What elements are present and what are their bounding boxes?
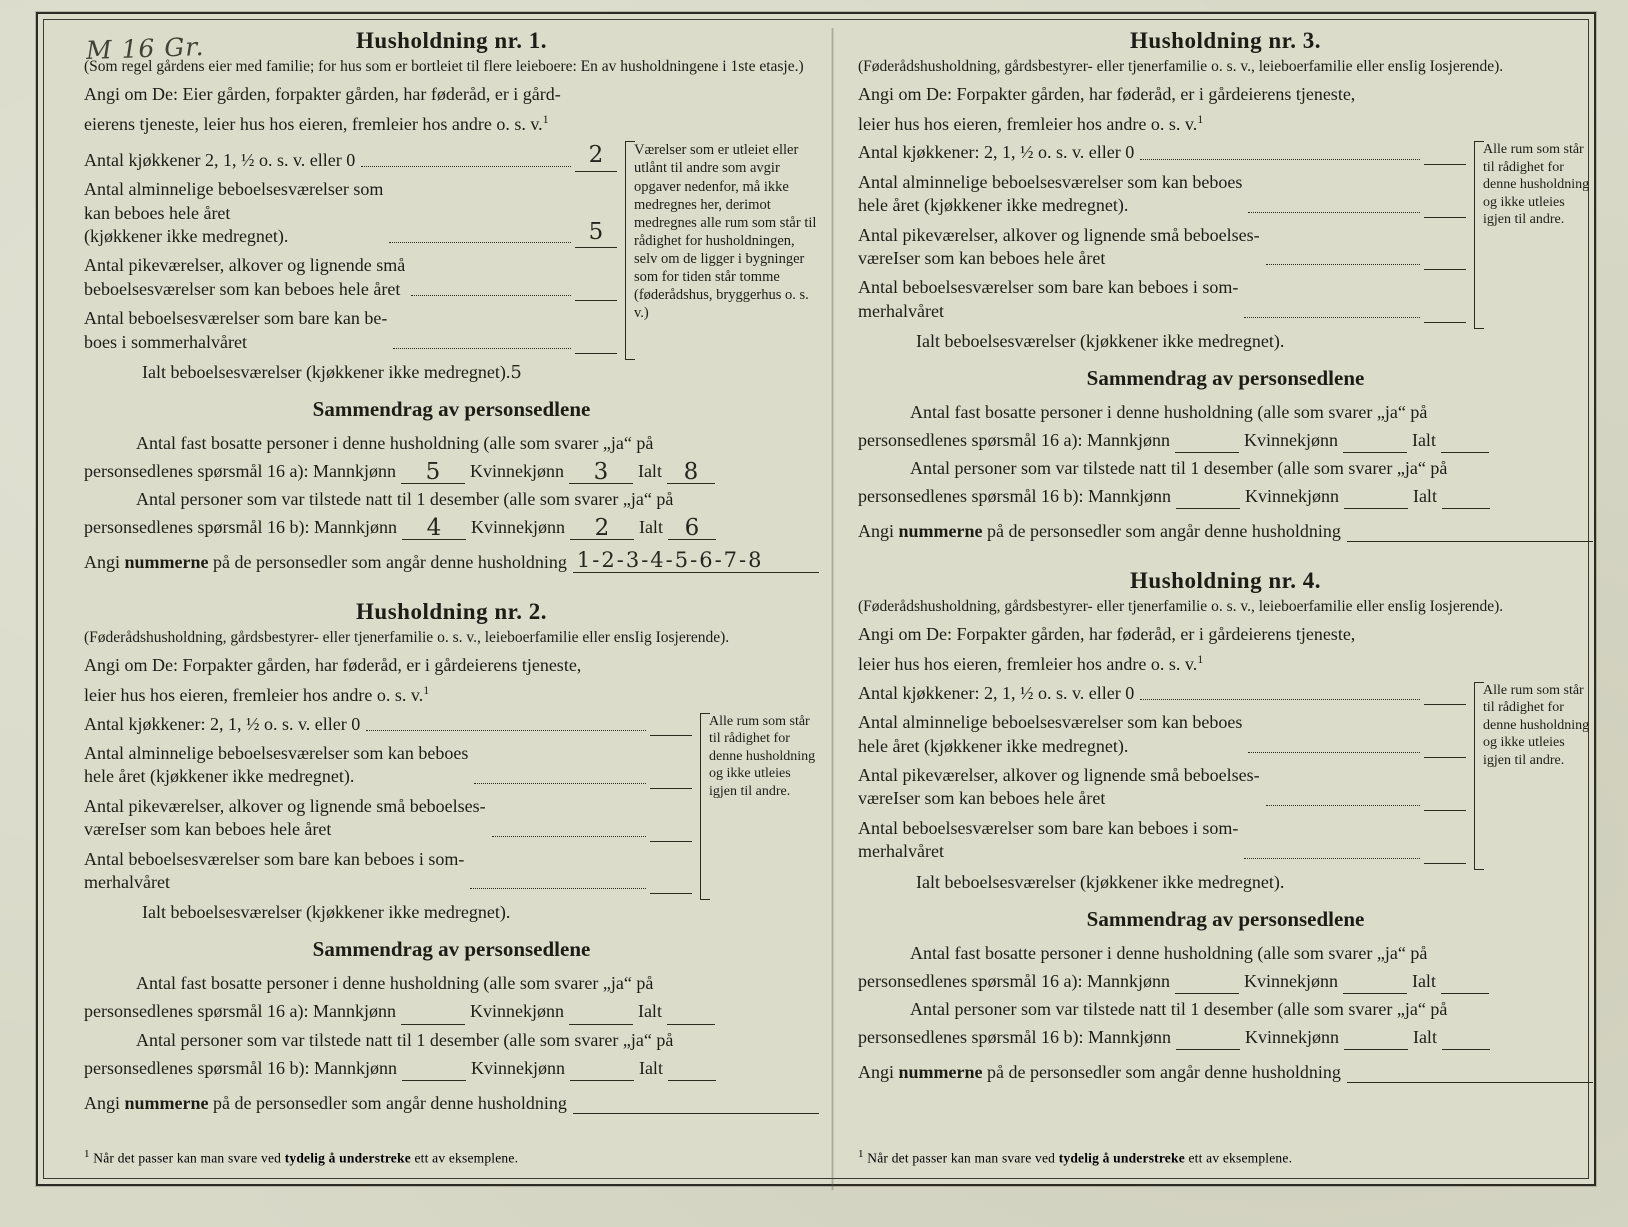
household-2-present-label: Antal personer som var tilstede natt til 1 desember (alle som svarer „ja“ på: [136, 1029, 674, 1050]
ordinary-rooms-value[interactable]: [1424, 757, 1466, 758]
ordinary-rooms-label: Antal alminnelige beboelsesværelser som kan beboes hele året (kjøkkener ikke medregnet).: [858, 712, 1243, 756]
household-3-summer-rooms-row[interactable]: [858, 276, 1466, 323]
maid-rooms-value[interactable]: [575, 300, 617, 301]
summer-rooms-value[interactable]: [650, 893, 692, 894]
household-4-summer-rooms-row[interactable]: [858, 817, 1466, 864]
household-2-question-line-1: Angi om De: Forpakter gården, har føderåd, er i gårdeierens tjeneste,: [84, 655, 582, 676]
household-1-question-line-2: eierens tjeneste, leier hus hos eieren, fremleier hos andre o. s. v.$^1$: [84, 111, 549, 134]
dot-leader: [411, 294, 571, 296]
household-3-person-numbers-row[interactable]: Angi nummerne på de personsedler som angår denne husholdning: [858, 517, 1593, 542]
kitchens-label: Antal kjøkkener 2, 1, ½ o. s. v. eller 0: [84, 149, 356, 170]
maid-rooms-value[interactable]: [1424, 810, 1466, 811]
household-2-maid-rooms-row[interactable]: [84, 795, 692, 842]
household-2-question-line-2: leier hus hos eieren, fremleier hos andre o. s. v.$^1$: [84, 682, 430, 705]
present-female-value[interactable]: [1344, 1028, 1408, 1050]
dot-leader: [1244, 857, 1420, 859]
household-2-total-rooms-row[interactable]: [84, 902, 819, 923]
household-2-subtitle: (Føderådshusholdning, gårdsbestyrer- eller tjenerfamilie o. s. v., leieboerfamilie eller ensIig Iosjerende).: [84, 629, 730, 647]
dot-leader: [389, 241, 571, 243]
household-1-title: Husholdning nr. 1.: [356, 28, 547, 53]
present-total-value[interactable]: [1442, 1028, 1490, 1050]
total-rooms-label: Ialt beboelsesværelser (kjøkkener ikke medregnet).: [916, 331, 1285, 352]
household-1-rooms-block: [84, 141, 819, 360]
household-4-subtitle: (Føderådshusholdning, gårdsbestyrer- eller tjenerfamilie o. s. v., leieboerfamilie eller ensIig Iosjerende).: [858, 598, 1504, 616]
household-3-resident-label: Antal fast bosatte personer i denne husholdning (alle som svarer „ja“ på: [910, 402, 1428, 423]
person-numbers-value[interactable]: [1347, 1058, 1593, 1083]
kitchens-value[interactable]: [650, 735, 692, 736]
maid-rooms-label: Antal pikeværelser, alkover og lignende små beboelses- væreIser som kan beboes hele året: [858, 224, 1260, 268]
household-3-summary-title: Sammendrag av personsedlene: [1086, 366, 1365, 391]
resident-male-value[interactable]: [1175, 972, 1239, 994]
household-1-kitchens-row[interactable]: [84, 141, 617, 172]
household-1-resident-label: Antal fast bosatte personer i denne husholdning (alle som svarer „ja“ på: [136, 432, 654, 453]
household-2-resident-label: Antal fast bosatte personer i denne husholdning (alle som svarer „ja“ på: [136, 973, 654, 994]
resident-total-value[interactable]: [1441, 431, 1489, 453]
column-right: [858, 28, 1593, 1083]
household-4-present-row[interactable]: personsedlenes spørsmål 16 b): Mannkjønn Kvinnekjønn Ialt: [858, 1024, 1593, 1050]
present-male-value[interactable]: 4: [402, 518, 466, 540]
household-3-kitchens-row[interactable]: [858, 141, 1466, 164]
dot-leader: [1266, 263, 1420, 265]
maid-rooms-label: Antal pikeværelser, alkover og lignende små beboelses- væreIser som kan beboes hele året: [84, 795, 486, 840]
resident-male-value[interactable]: 5: [401, 462, 465, 484]
household-3-total-rooms-row[interactable]: [858, 331, 1593, 352]
household-2-brace-note: Alle rum som står til rådighet for denne husholdning og ikke utleies igjen til andre.: [700, 713, 819, 901]
household-4-resident-row[interactable]: personsedlenes spørsmål 16 a): Mannkjønn Kvinnekjønn Ialt: [858, 968, 1593, 994]
household-1-ordinary-rooms-row[interactable]: [84, 178, 617, 248]
household-4-question-line-2: leier hus hos eieren, fremleier hos andre o. s. v.$^1$: [858, 652, 1204, 675]
resident-total-value[interactable]: [667, 1003, 715, 1025]
present-male-value[interactable]: [402, 1059, 466, 1081]
household-1-summer-rooms-row[interactable]: [84, 307, 617, 354]
resident-female-value[interactable]: 3: [569, 462, 633, 484]
summer-rooms-value[interactable]: [575, 353, 617, 354]
household-4-summary-title: Sammendrag av personsedlene: [1086, 906, 1365, 931]
household-1-present-label: Antal personer som var tilstede natt til 1 desember (alle som svarer „ja“ på: [136, 489, 674, 510]
household-3-ordinary-rooms-row[interactable]: [858, 171, 1466, 218]
kitchens-value[interactable]: [1424, 164, 1466, 165]
resident-total-value[interactable]: 8: [667, 462, 715, 484]
person-numbers-value[interactable]: [573, 1089, 819, 1114]
page-fold: [831, 28, 834, 1190]
person-numbers-value[interactable]: 1-2-3-4-5-6-7-8: [573, 548, 819, 573]
household-3-maid-rooms-row[interactable]: [858, 224, 1466, 271]
dot-leader: [366, 729, 646, 731]
maid-rooms-value[interactable]: [650, 841, 692, 842]
dot-leader: [470, 887, 646, 889]
present-male-value[interactable]: [1176, 1028, 1240, 1050]
household-2-resident-row[interactable]: personsedlenes spørsmål 16 a): Mannkjønn Kvinnekjønn Ialt: [84, 998, 819, 1024]
household-2-ordinary-rooms-row[interactable]: [84, 742, 692, 789]
footnote-left: $^1$ Når det passer kan man svare ved tydelig å understreke ett av eksemplene.: [84, 1147, 519, 1165]
household-4-title: Husholdning nr. 4.: [1130, 568, 1321, 594]
resident-female-value[interactable]: [569, 1003, 633, 1025]
dot-leader: [1266, 804, 1420, 806]
kitchens-label: Antal kjøkkener: 2, 1, ½ o. s. v. eller 0: [858, 142, 1135, 163]
household-3: [858, 28, 1593, 542]
household-3-present-row[interactable]: personsedlenes spørsmål 16 b): Mannkjønn Kvinnekjønn Ialt: [858, 483, 1593, 509]
resident-total-value[interactable]: [1441, 972, 1489, 994]
present-total-value[interactable]: [1442, 487, 1490, 509]
resident-male-value[interactable]: [1175, 431, 1239, 453]
dot-leader: [393, 347, 571, 349]
household-3-rooms-block: [858, 141, 1593, 329]
household-3-subtitle: (Føderådshusholdning, gårdsbestyrer- eller tjenerfamilie o. s. v., leieboerfamilie eller ensIig Iosjerende).: [858, 58, 1504, 75]
total-rooms-value[interactable]: 5: [510, 361, 522, 383]
household-1-resident-row[interactable]: personsedlenes spørsmål 16 a): Mannkjønn 5 Kvinnekjønn 3 Ialt 8: [84, 458, 819, 484]
household-1-maid-rooms-row[interactable]: [84, 254, 617, 301]
household-1-total-rooms-row[interactable]: [84, 362, 819, 383]
dot-leader: [1248, 751, 1420, 753]
kitchens-label: Antal kjøkkener: 2, 1, ½ o. s. v. eller 0: [858, 682, 1135, 703]
ordinary-rooms-value[interactable]: [1424, 217, 1466, 218]
kitchens-value[interactable]: [1424, 704, 1466, 705]
dot-leader: [492, 835, 646, 837]
household-3-resident-row[interactable]: personsedlenes spørsmål 16 a): Mannkjønn Kvinnekjønn Ialt: [858, 427, 1593, 453]
ordinary-rooms-label: Antal alminnelige beboelsesværelser som kan beboes hele året (kjøkkener ikke medregnet).: [84, 179, 384, 246]
household-2-person-numbers-row[interactable]: Angi nummerne på de personsedler som angår denne husholdning: [84, 1089, 819, 1114]
household-4: [858, 568, 1593, 1082]
household-1-brace-note: Værelser som er utleiet eller utlånt til andre som avgir opgaver nedenfor, må ikke medregnes her, derimot medregnes alle rum som står til rådighet for husholdningen, selv om de ligger i bygninger som for tiden står tomme (føderådshus, bryggerhus o. s. v.): [625, 141, 819, 360]
ordinary-rooms-label: Antal alminnelige beboelsesværelser som kan beboes hele året (kjøkkener ikke medregnet).: [84, 743, 469, 787]
summer-rooms-label: Antal beboelsesværelser som bare kan beboes i som- merhalvåret: [858, 817, 1239, 862]
dot-leader: [1140, 158, 1420, 160]
household-2-present-row[interactable]: personsedlenes spørsmål 16 b): Mannkjønn Kvinnekjønn Ialt: [84, 1055, 819, 1081]
household-3-present-label: Antal personer som var tilstede natt til 1 desember (alle som svarer „ja“ på: [910, 458, 1448, 479]
household-4-question-line-1: Angi om De: Forpakter gården, har føderåd, er i gårdeierens tjeneste,: [858, 624, 1356, 645]
household-3-title: Husholdning nr. 3.: [1130, 28, 1321, 53]
ordinary-rooms-label: Antal alminnelige beboelsesværelser som kan beboes hele året (kjøkkener ikke medregnet).: [858, 171, 1243, 216]
kitchens-value[interactable]: 2: [575, 141, 617, 172]
household-1-question-line-1: Angi om De: Eier gården, forpakter gården, har føderåd, er i gård-: [84, 83, 561, 104]
household-1-summary-title: Sammendrag av personsedlene: [312, 396, 591, 421]
maid-rooms-label: Antal pikeværelser, alkover og lignende små beboelses- væreIser som kan beboes hele året: [858, 764, 1260, 809]
dot-leader: [1244, 316, 1420, 318]
maid-rooms-value[interactable]: [1424, 269, 1466, 270]
present-total-value[interactable]: 6: [668, 518, 716, 540]
household-3-brace-note: Alle rum som står til rådighet for denne husholdning og ikke utleies igjen til andre.: [1474, 141, 1593, 329]
household-4-present-label: Antal personer som var tilstede natt til 1 desember (alle som svarer „ja“ på: [910, 998, 1448, 1019]
column-left: [84, 28, 819, 1114]
household-1: [84, 28, 819, 573]
household-2: [84, 599, 819, 1113]
household-2-title: Husholdning nr. 2.: [356, 599, 547, 625]
present-male-value[interactable]: [1176, 487, 1240, 509]
household-4-brace-note: Alle rum som står til rådighet for denne husholdning og ikke utleies igjen til andre.: [1474, 682, 1593, 870]
household-2-summer-rooms-row[interactable]: [84, 848, 692, 895]
ordinary-rooms-value[interactable]: 5: [575, 218, 617, 249]
resident-female-value[interactable]: [1343, 431, 1407, 453]
household-4-resident-label: Antal fast bosatte personer i denne husholdning (alle som svarer „ja“ på: [910, 942, 1428, 963]
present-female-value[interactable]: [1344, 487, 1408, 509]
person-numbers-value[interactable]: [1347, 517, 1593, 542]
dot-leader: [1248, 211, 1420, 213]
census-form-sheet: [36, 12, 1596, 1186]
summer-rooms-label: Antal beboelsesværelser som bare kan beboes i som- merhalvåret: [858, 277, 1239, 321]
total-rooms-label: Ialt beboelsesværelser (kjøkkener ikke medregnet).: [142, 902, 511, 923]
total-rooms-label: Ialt beboelsesværelser (kjøkkener ikke medregnet).: [142, 361, 511, 382]
household-4-maid-rooms-row[interactable]: [858, 764, 1466, 811]
dot-leader: [361, 165, 571, 167]
total-rooms-label: Ialt beboelsesværelser (kjøkkener ikke medregnet).: [916, 871, 1285, 892]
household-4-kitchens-row[interactable]: [858, 682, 1466, 705]
summer-rooms-label: Antal beboelsesværelser som bare kan beboes i som- merhalvåret: [84, 848, 465, 892]
household-4-ordinary-rooms-row[interactable]: [858, 711, 1466, 758]
household-3-question-line-1: Angi om De: Forpakter gården, har føderåd, er i gårdeierens tjeneste,: [858, 83, 1356, 104]
summer-rooms-value[interactable]: [1424, 322, 1466, 323]
ordinary-rooms-value[interactable]: [650, 788, 692, 789]
summer-rooms-label: Antal beboelsesværelser som bare kan be- boes i sommerhalvåret: [84, 308, 388, 352]
household-2-rooms-block: [84, 713, 819, 901]
household-3-question-line-2: leier hus hos eieren, fremleier hos andre o. s. v.$^1$: [858, 111, 1204, 134]
household-1-person-numbers-row[interactable]: Angi nummerne på de personsedler som angår denne husholdning 1-2-3-4-5-6-7-8: [84, 548, 819, 573]
present-female-value[interactable]: [570, 1059, 634, 1081]
summer-rooms-value[interactable]: [1424, 863, 1466, 864]
resident-male-value[interactable]: [401, 1003, 465, 1025]
resident-female-value[interactable]: [1343, 972, 1407, 994]
present-female-value[interactable]: 2: [570, 518, 634, 540]
maid-rooms-label: Antal pikeværelser, alkover og lignende små beboelsesværelser som kan beboes hele året: [84, 255, 406, 299]
dot-leader: [474, 782, 646, 784]
household-4-rooms-block: [858, 682, 1593, 870]
kitchens-label: Antal kjøkkener: 2, 1, ½ o. s. v. eller 0: [84, 713, 361, 734]
household-1-subtitle: (Som regel gårdens eier med familie; for hus som er bortleiet til flere leieboere: En av husholdningene i 1ste etasje.): [84, 58, 804, 75]
margin-annotation: M 16 Gr.: [85, 31, 205, 66]
present-total-value[interactable]: [668, 1059, 716, 1081]
household-4-person-numbers-row[interactable]: Angi nummerne på de personsedler som angår denne husholdning: [858, 1058, 1593, 1083]
household-1-present-row[interactable]: personsedlenes spørsmål 16 b): Mannkjønn 4 Kvinnekjønn 2 Ialt 6: [84, 514, 819, 540]
footnote-right: $^1$ Når det passer kan man svare ved tydelig å understreke ett av eksemplene.: [858, 1147, 1293, 1165]
household-2-summary-title: Sammendrag av personsedlene: [312, 937, 591, 962]
household-2-kitchens-row[interactable]: [84, 713, 692, 736]
household-4-total-rooms-row[interactable]: [858, 872, 1593, 893]
dot-leader: [1140, 698, 1420, 700]
